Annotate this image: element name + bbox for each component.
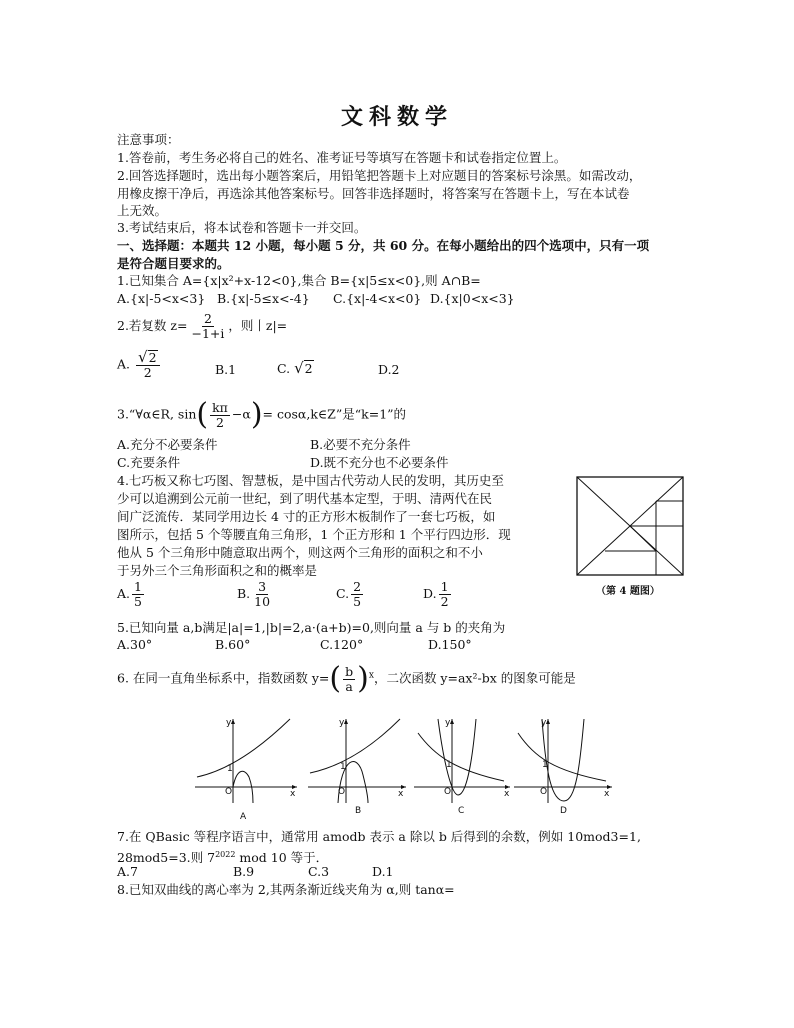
q7-line-2-a: 28mod5=3.则 7 [117,850,216,866]
notice-line-2b: 用橡皮擦干净后，再选涂其他答案标号。回答非选择题时，将答案写在答题卡上，写在本试卷 [117,186,630,201]
q4-option-c-label: C. [336,586,350,601]
q6-graph-b-label: B [355,806,362,816]
q6-graph-a-origin: O [225,787,233,797]
q4-option-a-label: A. [117,586,131,601]
q5-option-d: D.150° [428,637,472,652]
q4-option-a [117,580,146,609]
q3-fraction [210,401,230,430]
q2-option-a-radicand: 2 [148,350,157,365]
q2-suffix: ，则丨z|= [228,318,288,333]
q6-suffix: ，二次函数 y=ax²-bx 的图象可能是 [373,670,576,686]
q5-stem: 5.已知向量 a,b满足|a|=1,|b|=2,a·(a+b)=0,则向量 a 与 b 的夹角为 [117,620,506,635]
q3-denominator: 2 [216,414,224,430]
q4-option-b-num: 3 [258,579,267,594]
q1-option-c: C.{x|-4<x<0} [333,291,422,306]
q3-suffix: = cosα,k∈Z”是“k=1”的 [262,406,407,422]
q2-denominator: −1+i [191,326,225,341]
q2-option-c-radicand: 2 [304,361,313,376]
q2-option-b: B.1 [215,362,237,377]
q6-stem: 6. 在同一直角坐标系中，指数函数 y=( $\frac{b}{a}$ )$^x$，二次函数 y=ax²-bx 的图象可能是 [117,661,576,696]
q2-prefix: 2.若复数 z= [117,318,188,333]
q2-numerator: 2 [203,311,212,326]
q4-line-1: 4.七巧板又称七巧图、智慧板，是中国古代劳动人民的发明，其历史至 [117,473,504,488]
q5-option-a: A.30° [117,637,153,652]
q2-stem [117,312,287,341]
q6-graph-d-y-label: y [541,718,547,728]
q7-option-b: B.9 [233,864,255,879]
q6-graph-a-x-label: x [290,789,296,799]
q4-option-d-label: D. [423,586,437,601]
q6-graph-d-x-label: x [604,789,610,799]
q2-option-a-fraction: √ 2 2 [136,350,160,380]
q6-graph-a-svg [195,715,300,805]
q2-option-c: C. √ 2 [277,359,313,377]
q8-stem: 8.已知双曲线的离心率为 2,其两条渐近线夹角为 α,则 tanα= [117,882,455,897]
q4-line-5: 他从 5 个三角形中随意取出两个，则这两个三角形的面积之和不小 [117,545,483,560]
q6-graph-b-one: 1 [340,762,346,772]
q2-option-d: D.2 [378,362,400,377]
q5-option-c: C.120° [320,637,364,652]
q3-option-d: D.既不充分也不必要条件 [310,455,449,470]
notice-line-3: 3.考试结束后，将本试卷和答题卡一并交回。 [117,220,367,235]
q6-graph-c-one: 1 [446,760,452,770]
q2-option-a-label: A. [117,356,131,372]
q2-option-a [117,350,162,380]
q3-numerator: kπ [212,399,228,415]
q4-line-6: 于另外三个三角形面积之和的概率是 [117,563,318,578]
q4-option-b-label: B. [237,586,251,601]
q4-option-d-num: 1 [440,579,449,594]
q6-graph-d-label: D [560,806,567,816]
q3-option-a: A.充分不必要条件 [117,437,218,452]
q7-line-2 [117,847,328,866]
q4-option-c-den: 5 [353,594,362,609]
q6-graph-c-svg [414,715,512,805]
q4-option-c [336,580,365,609]
q2-option-a-denominator: 2 [143,365,152,380]
q5-option-b: B.60° [215,637,251,652]
q7-option-a: A.7 [117,864,138,879]
q3-option-c: C.充要条件 [117,455,181,470]
q6-graph-b-x-label: x [398,789,404,799]
q4-option-a-num: 1 [134,579,142,594]
q3-stem: 3.“∀α∈R, sin( $\frac{k\pi}{2}$ −α)= cosα,k∈Z”是“k=1”的 [117,397,407,432]
notice-line-2a: 2.回答选择题时，选出每小题答案后，用铅笔把答题卡上对应题目的答案标号涂黑。如需改动， [117,168,642,183]
tangram-figure [575,475,685,581]
q6-graph-c-y-label: y [445,718,451,728]
q2-fraction [189,312,226,341]
q4-option-c-num: 2 [353,579,362,594]
q4-option-b-den: 10 [254,594,271,609]
q3-option-b: B.必要不充分条件 [310,437,411,452]
q6-graph-a-y-label: y [226,718,232,728]
page-title: 文科数学 [340,104,453,130]
q6-graph-b-origin: O [338,787,346,797]
q6-graph-d-svg [514,715,614,805]
notice-line-1: 1.答卷前，考生务必将自己的姓名、准考证号等填写在答题卡和试卷指定位置上。 [117,150,567,165]
q4-option-d-den: 2 [440,594,449,609]
q6-graph-c-origin: O [444,787,452,797]
q3-prefix: 3.“∀α∈R, sin [117,406,197,422]
q6-graph-c-label: C [458,806,465,816]
q6-fraction [343,665,355,694]
q6-prefix: 6. 在同一直角坐标系中，指数函数 y= [117,670,330,686]
q7-line-1: 7.在 QBasic 等程序语言中，通常用 amodb 表示 a 除以 b 后得到的余数，例如 10mod3=1, [117,829,641,844]
q1-option-b: B.{x|-5≤x<-4} [217,291,310,306]
q7-line-2-b: mod 10 等于． [235,850,329,866]
q1-stem: 1.已知集合 A={x|x²+x-12<0},集合 B={x|5≤x<0},则 A∩B= [117,273,481,288]
notice-line-2c: 上无效。 [117,203,168,218]
q4-line-4: 图所示，包括 5 个等腰直角三角形，1 个正方形和 1 个平行四边形．现 [117,527,511,542]
q1-option-d: D.{x|0<x<3} [430,291,515,306]
q7-option-d: D.1 [372,864,394,879]
q6-graph-b-y-label: y [339,718,345,728]
q4-option-b [237,580,274,609]
q6-graph-d-origin: O [540,787,548,797]
q7-exponent: 2022 [215,850,236,859]
q4-option-d [423,580,453,609]
q6-graph-b-svg [308,715,408,805]
q6-graph-c-x-label: x [504,789,510,799]
q3-mid: −α [231,406,251,422]
q6-numerator: b [345,663,354,679]
q6-exponent: x [368,670,374,681]
q6-graph-a-one: 1 [227,764,233,774]
q6-denominator: a [345,678,353,694]
q6-graph-d-one: 1 [542,760,548,770]
q1-option-a: A.{x|-5<x<3} [117,291,206,306]
q4-figure-caption: （第 4 题图） [596,586,660,597]
q4-option-a-den: 5 [134,594,142,609]
q6-graph-a-label: A [240,812,247,822]
q7-option-c: C.3 [308,864,330,879]
q4-line-2: 少可以追溯到公元前一世纪，到了明代基本定型，于明、清两代在民 [117,491,493,506]
q4-line-3: 间广泛流传．某同学用边长 4 寸的正方形木板制作了一套七巧板，如 [117,509,496,524]
notice-heading: 注意事项： [117,132,180,147]
section-heading-line-1: 一、选择题：本题共 12 小题，每小题 5 分，共 60 分。在每小题给出的四个选项中，只有一项 [117,238,650,253]
section-heading-line-2: 是符合题目要求的。 [117,256,230,271]
q2-option-c-label: C. [277,361,291,376]
